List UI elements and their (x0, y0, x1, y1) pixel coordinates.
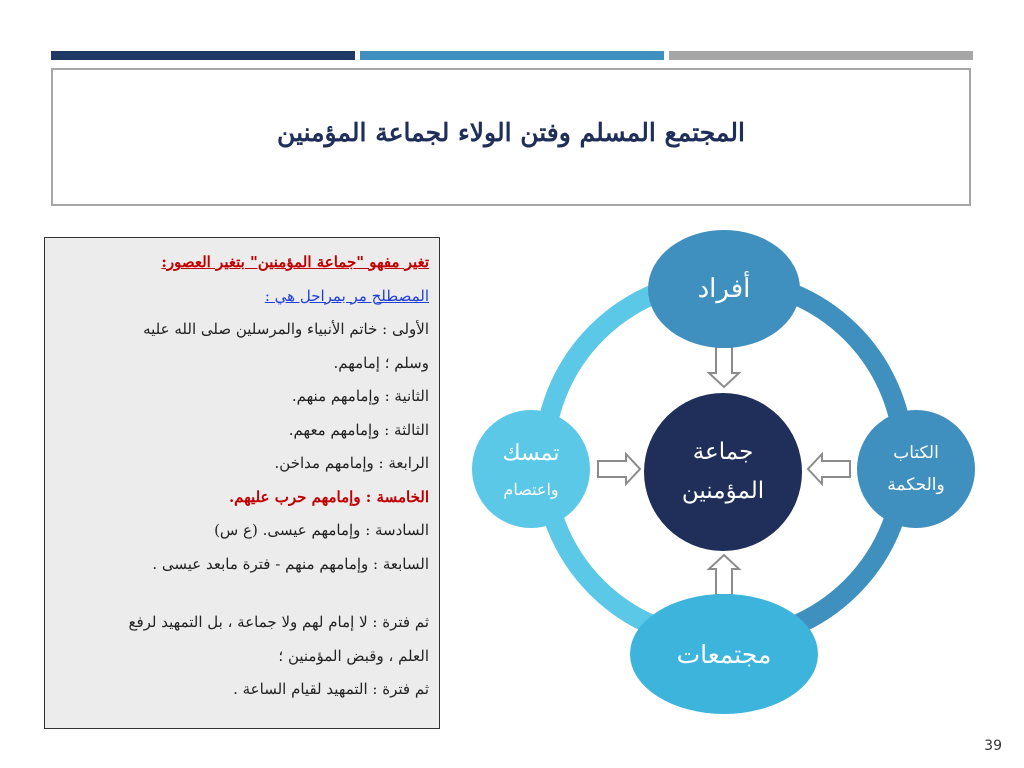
center-node-line2: المؤمنين (681, 478, 765, 504)
spacer (55, 581, 429, 606)
right-node (857, 410, 975, 528)
top-node-label: أفراد (697, 274, 751, 304)
textbox-subheading: المصطلح مر بمراحل هي : (264, 286, 429, 305)
closing-line: ثم فترة : التمهيد لقيام الساعة . (233, 680, 429, 698)
header-bar-blue (360, 51, 664, 60)
right-node-line1: الكتاب (893, 442, 939, 463)
stage-line: السادسة : وإمامهم عيسى. (ع س) (214, 521, 429, 539)
bottom-node (630, 594, 818, 714)
stage-line: السابعة : وإمامهم منهم - فترة مابعد عيسى . (152, 554, 429, 573)
center-node-line1: جماعة (692, 438, 754, 465)
title-box (51, 68, 971, 206)
header-bar-gray (669, 51, 973, 60)
arrow-down (709, 347, 739, 387)
header-bar-dark (51, 51, 355, 60)
page-number: 39 (984, 738, 1002, 754)
closing-line: العلم ، وقبض المؤمنين ؛ (278, 646, 429, 665)
stage-line: وسلم ؛ إمامهم. (333, 353, 429, 372)
arrow-up (709, 555, 739, 595)
cycle-diagram (460, 225, 980, 695)
arrow-left (808, 454, 850, 484)
slide-title: المجتمع المسلم وفتن الولاء لجماعة المؤمنين (277, 118, 745, 147)
top-node (648, 230, 800, 348)
closing-line: ثم فترة : لا إمام لهم ولا جماعة ، بل التمهيد لرفع (128, 613, 429, 631)
left-node (472, 410, 590, 528)
textbox-heading: تغير مفهو "جماعة المؤمنين" بتغير العصور: (161, 253, 429, 271)
stage-line: الثالثة : وإمامهم معهم. (288, 420, 429, 439)
right-node-line2: والحكمة (887, 475, 945, 495)
left-node-line2: واعتصام (503, 479, 559, 499)
arrow-right (598, 454, 640, 484)
left-node-line1: تمسك (502, 440, 560, 466)
content-textbox (44, 237, 440, 729)
stage-line: الثانية : وإمامهم منهم. (291, 387, 429, 405)
stage-line: الرابعة : وإمامهم مداخن. (274, 454, 429, 472)
bottom-node-label: مجتمعات (676, 639, 772, 669)
stage-line-highlight: الخامسة : وإمامهم حرب عليهم. (228, 487, 429, 506)
stage-line: الأولى : خاتم الأنبياء والمرسلين صلى الله عليه (143, 320, 429, 338)
center-node (644, 393, 802, 551)
